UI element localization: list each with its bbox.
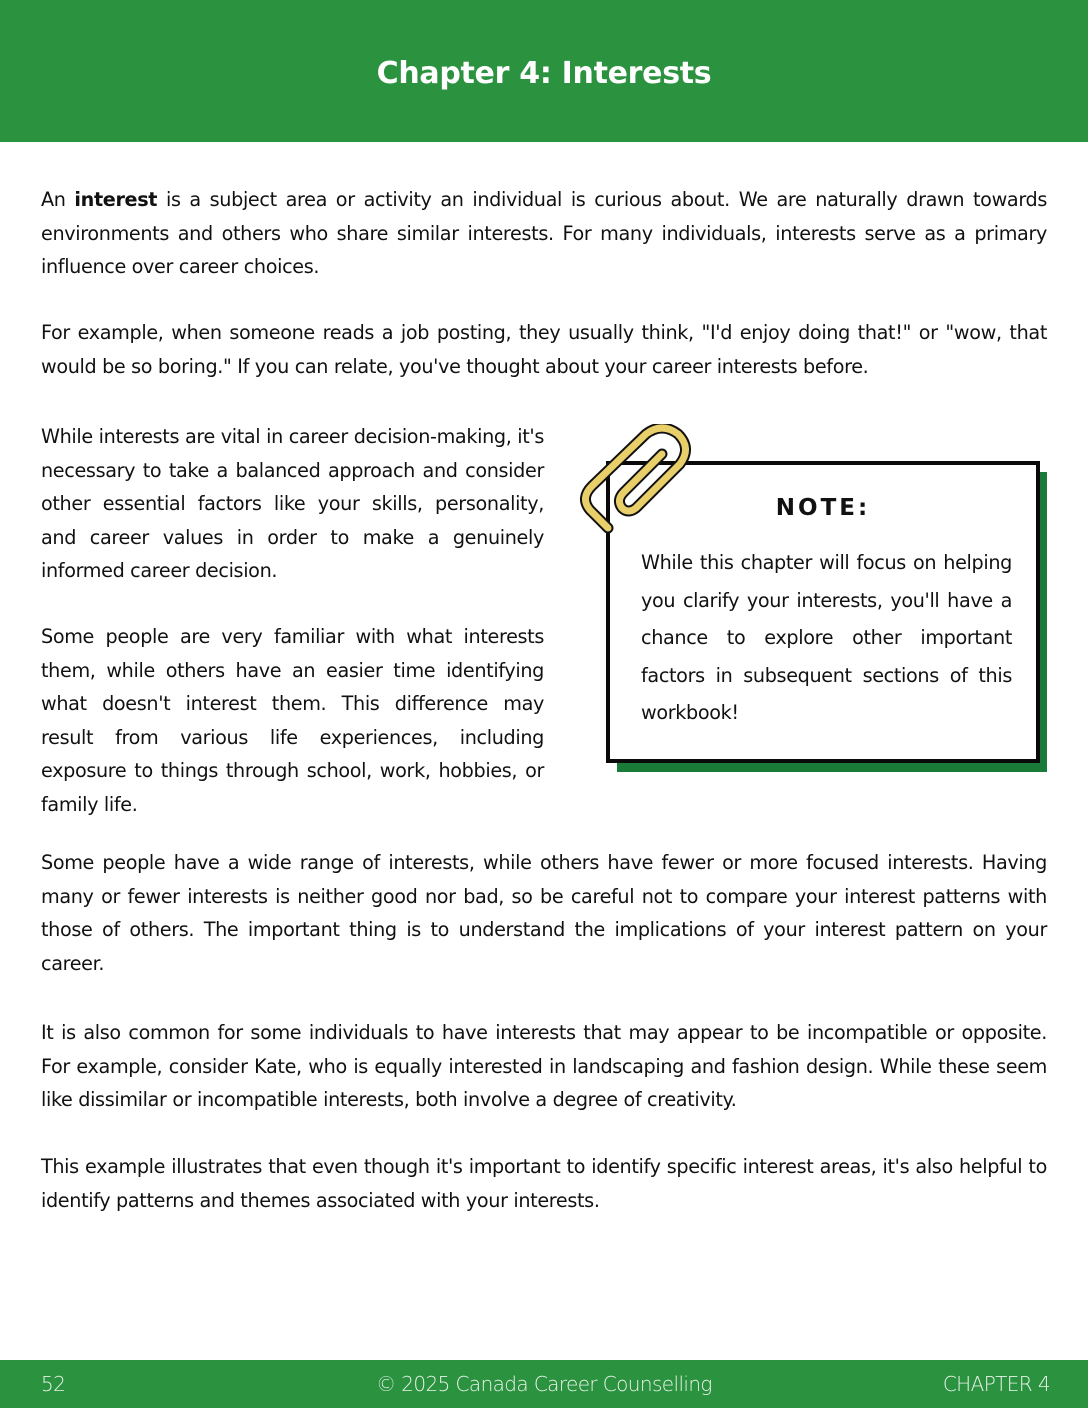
chapter-header: [0, 0, 1088, 142]
paragraph-range: Some people have a wide range of interests, while others have fewer or more focused interests. Having many or fewer interests is neither good nor bad, so be careful not to compare your interest patterns with those of others. The important thing is to understand the implications of your interest pattern on your career.: [41, 851, 1047, 975]
copyright: © 2025 Canada Career Counselling: [376, 1372, 712, 1396]
page-footer: [0, 1360, 1088, 1408]
paragraph-text: is a subject area or activity an individual is curious about. We are naturally drawn towards environments and others who share similar interests. For many individuals, interests serve as a primary influence over career choices.: [41, 188, 1047, 278]
paragraph-example: For example, when someone reads a job posting, they usually think, "I'd enjoy doing that!" or "wow, that would be so boring." If you can relate, you've thought about your career interests before.: [41, 321, 1047, 378]
paragraph-text: An: [41, 188, 75, 211]
paragraph-definition: [41, 183, 1047, 284]
term-interest: interest: [74, 188, 158, 211]
paragraph-incompatible: It is also common for some individuals to have interests that may appear to be incompatible or opposite. For example, consider Kate, who is equally interested in landscaping and fashion design. While these seem like dissimilar or incompatible interests, both involve a degree of creativity.: [41, 1021, 1047, 1111]
paperclip-icon: [578, 424, 703, 539]
chapter-label: CHAPTER 4: [942, 1372, 1050, 1396]
page-number: 52: [41, 1372, 66, 1396]
paragraph-patterns: This example illustrates that even though it's important to identify specific interest areas, it's also helpful to identify patterns and themes associated with your interests.: [41, 1155, 1047, 1212]
chapter-title: Chapter 4: Interests: [376, 55, 712, 91]
paragraph-balanced-approach: While interests are vital in career decision-making, it's necessary to take a balanced approach and consider other essential factors like your skills, personality, and career values in order to make a genuinely informed career decision.: [41, 425, 544, 582]
note-text: While this chapter will focus on helping you clarify your interests, you'll have a chance to explore other important factors in subsequent sections of this workbook!: [641, 551, 1012, 724]
note-title: NOTE:: [775, 495, 871, 521]
paragraph-familiarity: Some people are very familiar with what interests them, while others have an easier time identifying what doesn't interest them. This difference may result from various life experiences, including exposure to things through school, work, hobbies, or family life.: [41, 625, 544, 816]
